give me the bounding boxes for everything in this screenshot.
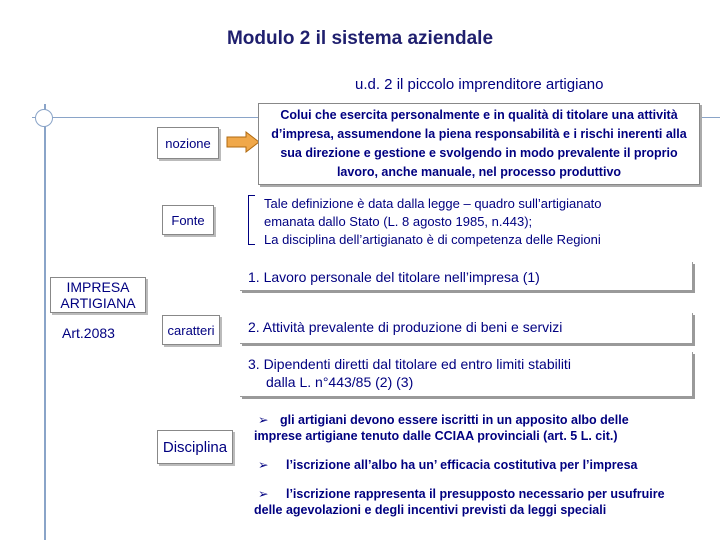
disciplina-bullet-1-line-1: gli artigiani devono essere iscritti in un apposito albo delle	[279, 413, 629, 427]
page-title: Modulo 2 il sistema aziendale	[226, 28, 494, 49]
decor-circle-icon	[35, 109, 53, 127]
decor-vertical-line	[44, 104, 46, 540]
caratteri-item-3-box	[240, 352, 693, 397]
impresa-artigiana-label: IMPRESA ARTIGIANA	[60, 279, 136, 311]
fonte-line-3: La disciplina dell’artigianato è di competenza delle Regioni	[264, 232, 601, 247]
caratteri-box	[162, 315, 220, 345]
caratteri-item-2-box	[240, 313, 693, 344]
page-subtitle: u.d. 2 il piccolo imprenditore artigiano	[355, 76, 604, 93]
arrow-bullet-icon: ➢	[258, 458, 269, 472]
nozione-label: nozione	[165, 135, 211, 151]
fonte-text	[264, 195, 602, 249]
disciplina-bullet-3-line-2: delle agevolazioni e degli incentivi previsti da leggi speciali	[254, 503, 607, 517]
disciplina-bullet-2-text: l’iscrizione all’albo ha un’ efficacia costitutiva per l’impresa	[285, 458, 638, 472]
disciplina-bullet-1	[254, 412, 714, 428]
fonte-line-2: emanata dallo Stato (L. 8 agosto 1985, n.443);	[264, 214, 533, 229]
disciplina-label: Disciplina	[162, 438, 228, 456]
nozione-definition-box	[258, 103, 700, 185]
article-label: Art.2083	[62, 325, 115, 341]
caratteri-item-3-line-1: 3. Dipendenti diretti dal titolare ed entro limiti stabiliti	[248, 356, 571, 372]
caratteri-item-3-line-2: dalla L. n°443/85 (2) (3)	[266, 374, 414, 390]
caratteri-item-3	[248, 355, 571, 391]
disciplina-bullet-1-line-2: imprese artigiane tenuto dalle CCIAA provinciali (art. 5 L. cit.)	[254, 429, 618, 443]
caratteri-item-1-box	[240, 262, 693, 291]
disciplina-box	[157, 430, 233, 464]
disciplina-list	[254, 412, 714, 518]
impresa-artigiana-box	[50, 277, 146, 313]
disciplina-bullet-3	[254, 486, 714, 502]
disciplina-bullet-2	[254, 457, 714, 473]
arrow-bullet-icon: ➢	[258, 487, 269, 501]
caratteri-item-2: 2. Attività prevalente di produzione di beni e servizi	[248, 319, 563, 335]
disciplina-bullet-3-line-1: l’iscrizione rappresenta il presupposto necessario per usufruire	[285, 487, 665, 501]
caratteri-label: caratteri	[167, 322, 215, 338]
arrow-right-icon	[226, 131, 260, 153]
fonte-box	[162, 205, 214, 235]
arrow-bullet-icon: ➢	[258, 413, 269, 427]
fonte-bracket	[248, 195, 255, 245]
nozione-box	[157, 127, 219, 159]
fonte-label: Fonte	[171, 212, 205, 228]
nozione-definition-text: Colui che esercita personalmente e in qualità di titolare una attività d’impresa, assumendone la piena responsabilità e i rischi inerenti alla sua direzione e gestione e svolgendo in modo prevalente il proprio lavoro, anche manuale, nel processo produttivo	[271, 108, 687, 179]
fonte-line-1: Tale definizione è data dalla legge – quadro sull’artigianato	[264, 196, 602, 211]
caratteri-item-1: 1. Lavoro personale del titolare nell’impresa (1)	[248, 269, 540, 285]
